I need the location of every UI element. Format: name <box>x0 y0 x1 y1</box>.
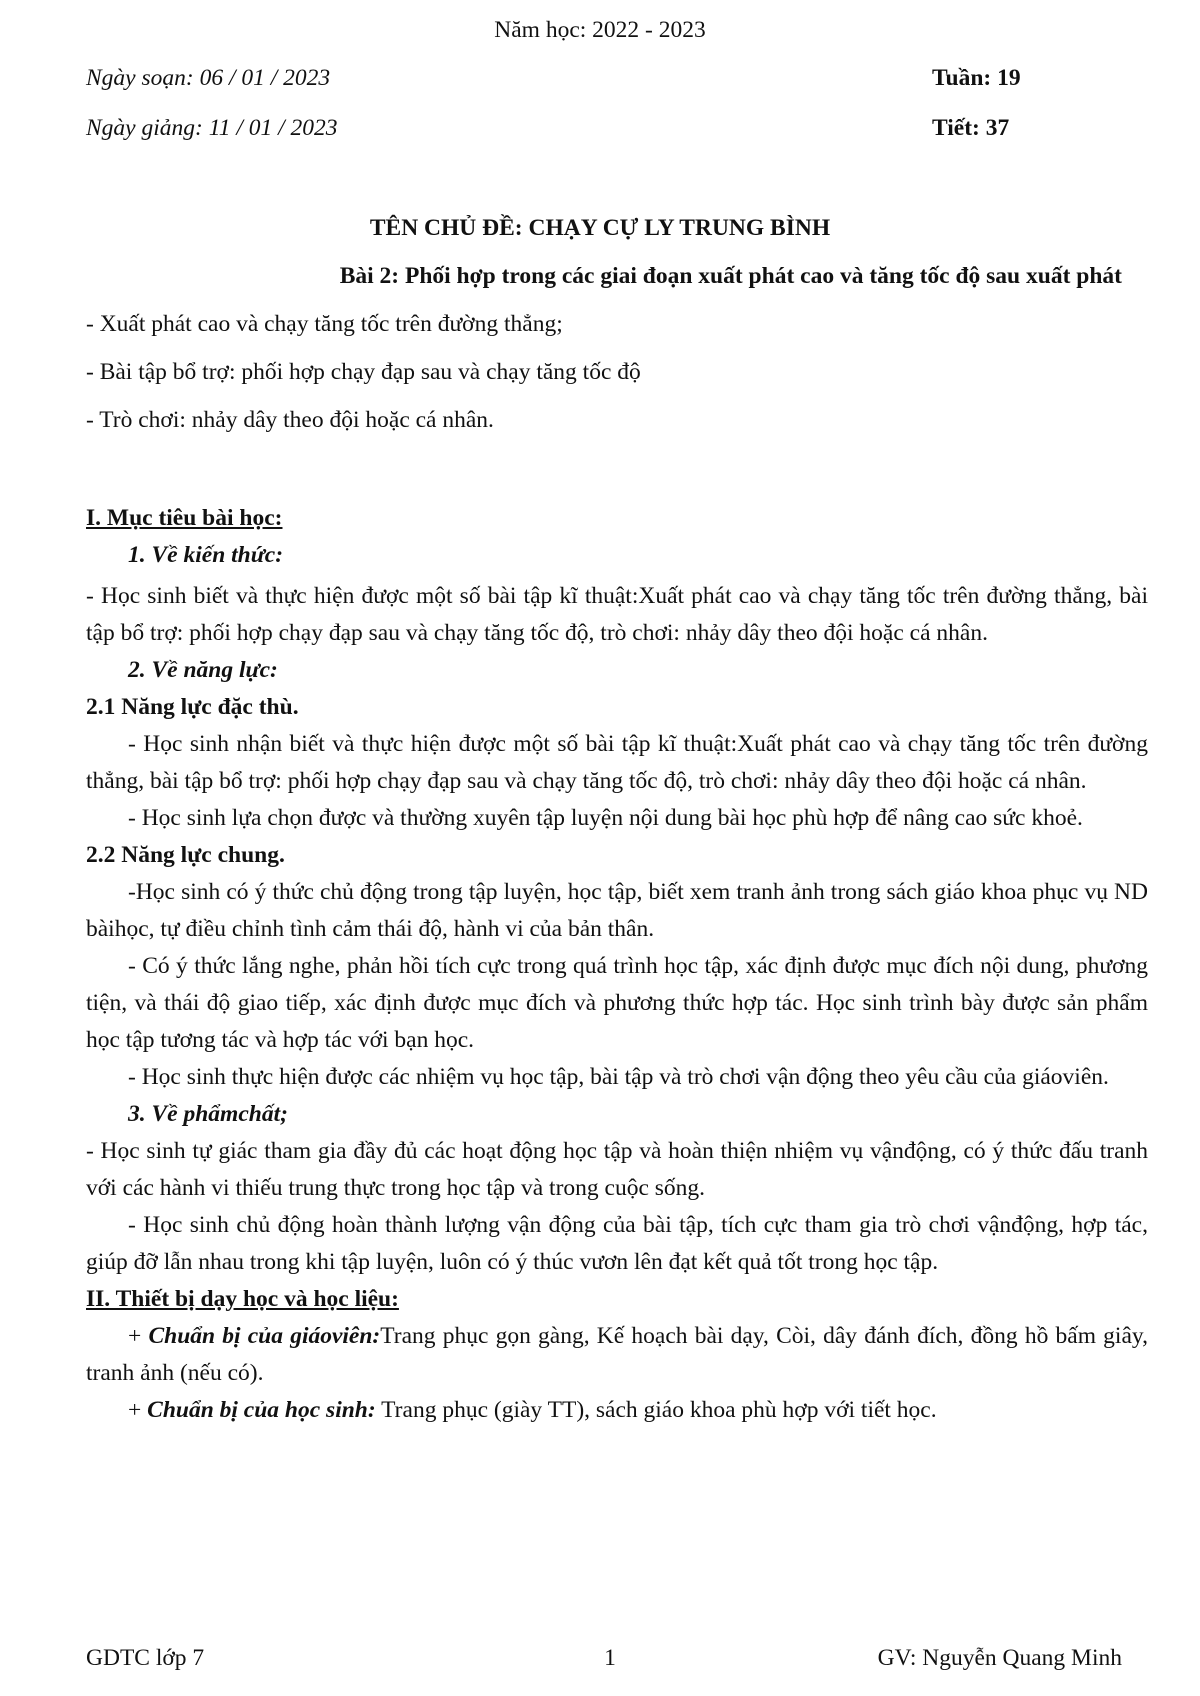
bullet-plus: + <box>128 1323 149 1349</box>
general-competence-heading: 2.2 Năng lực chung. <box>86 842 285 868</box>
bullet-plus: + <box>128 1397 148 1423</box>
quality-paragraph: - Học sinh chủ động hoàn thành lượng vận động của bài tập, tích cực tham gia trò chơi vậnđộng, hợp tác, giúp đỡ lẫn nhau trong khi tập luyện, luôn có ý thúc vươn lên đạt kết quả tốt trong học tập. <box>86 1212 1148 1275</box>
student-preparation-text: Trang phục (giày TT), sách giáo khoa phù hợp với tiết học. <box>375 1397 937 1423</box>
quality-heading: 3. Về phẩmchất; <box>128 1101 288 1127</box>
school-year: Năm học: 2022 - 2023 <box>494 17 706 43</box>
student-preparation-label: Chuẩn bị của học sinh: <box>147 1397 376 1423</box>
competence-heading: 2. Về năng lực: <box>128 657 278 683</box>
specific-competence-paragraph: - Học sinh lựa chọn được và thường xuyên tập luyện nội dung bài học phù hợp để nâng cao sức khoẻ. <box>128 805 1083 831</box>
knowledge-heading: 1. Về kiến thức: <box>128 542 284 568</box>
document-body <box>86 578 1148 1429</box>
date-prepared: Ngày soạn: 06 / 01 / 2023 <box>86 65 331 91</box>
topic-item: - Trò chơi: nhảy dây theo đội hoặc cá nhân. <box>86 407 494 433</box>
section-heading-equipment: II. Thiết bị dạy học và học liệu: <box>86 1286 399 1312</box>
topic-item: - Bài tập bổ trợ: phối hợp chạy đạp sau và chạy tăng tốc độ <box>86 359 641 385</box>
general-competence-paragraph: -Học sinh có ý thức chủ động trong tập luyện, học tập, biết xem tranh ảnh trong sách giáo khoa phục vụ ND bàihọc, tự điều chỉnh tình cảm thái độ, hành vi của bản thân. <box>86 879 1148 942</box>
footer-subject: GDTC lớp 7 <box>86 1645 205 1671</box>
teacher-preparation-text: Trang phục gọn gàng, Kế hoạch bài dạy, Còi, dây đánh đích, đồng hồ bấm giây, tranh ảnh (nếu có). <box>86 1323 1148 1386</box>
topic-title: TÊN CHỦ ĐỀ: CHẠY CỰ LY TRUNG BÌNH <box>369 215 831 241</box>
knowledge-text: - Học sinh biết và thực hiện được một số bài tập kĩ thuật:Xuất phát cao và chạy tăng tốc trên đường thẳng, bài tập bổ trợ: phối hợp chạy đạp sau và chạy tăng tốc độ, trò chơi: nhảy dây theo đội hoặc cá nhân. <box>86 583 1148 646</box>
teacher-preparation-label: Chuẩn bị của giáoviên: <box>148 1323 381 1349</box>
date-taught: Ngày giảng: 11 / 01 / 2023 <box>86 115 338 141</box>
specific-competence-paragraph: - Học sinh nhận biết và thực hiện được một số bài tập kĩ thuật:Xuất phát cao và chạy tăng tốc trên đường thẳng, bài tập bổ trợ: phối hợp chạy đạp sau và chạy tăng tốc độ, trò chơi: nhảy dây theo đội hoặc cá nhân. <box>86 731 1148 794</box>
topic-item: - Xuất phát cao và chạy tăng tốc trên đường thẳng; <box>86 311 563 337</box>
week-number: Tuần: 19 <box>932 65 1021 91</box>
footer-teacher: GV: Nguyễn Quang Minh <box>877 1645 1122 1671</box>
teacher-preparation <box>86 1318 1148 1392</box>
footer-page-number: 1 <box>604 1645 616 1671</box>
lesson-title: Bài 2: Phối hợp trong các giai đoạn xuất phát cao và tăng tốc độ sau xuất phát <box>339 263 1122 289</box>
period-number: Tiết: 37 <box>932 115 1010 141</box>
general-competence-paragraph: - Có ý thức lắng nghe, phản hồi tích cực trong quá trình học tập, xác định được mục đích nội dung, phương tiện, và thái độ giao tiếp, xác định được mục đích và phương thức hợp tác. Học sinh trình bày được sản phẩm học tập tương tác và hợp tác với bạn học. <box>86 953 1148 1053</box>
student-preparation <box>86 1392 1148 1429</box>
quality-paragraph: - Học sinh tự giác tham gia đầy đủ các hoạt động học tập và hoàn thiện nhiệm vụ vậnđộng, có ý thức đấu tranh với các hành vi thiếu trung thực trong học tập và trong cuộc sống. <box>86 1138 1148 1201</box>
general-competence-paragraph: - Học sinh thực hiện được các nhiệm vụ học tập, bài tập và trò chơi vận động theo yêu cầu của giáoviên. <box>128 1064 1109 1090</box>
specific-competence-heading: 2.1 Năng lực đặc thù. <box>86 694 299 720</box>
section-heading-objectives: I. Mục tiêu bài học: <box>86 505 283 531</box>
